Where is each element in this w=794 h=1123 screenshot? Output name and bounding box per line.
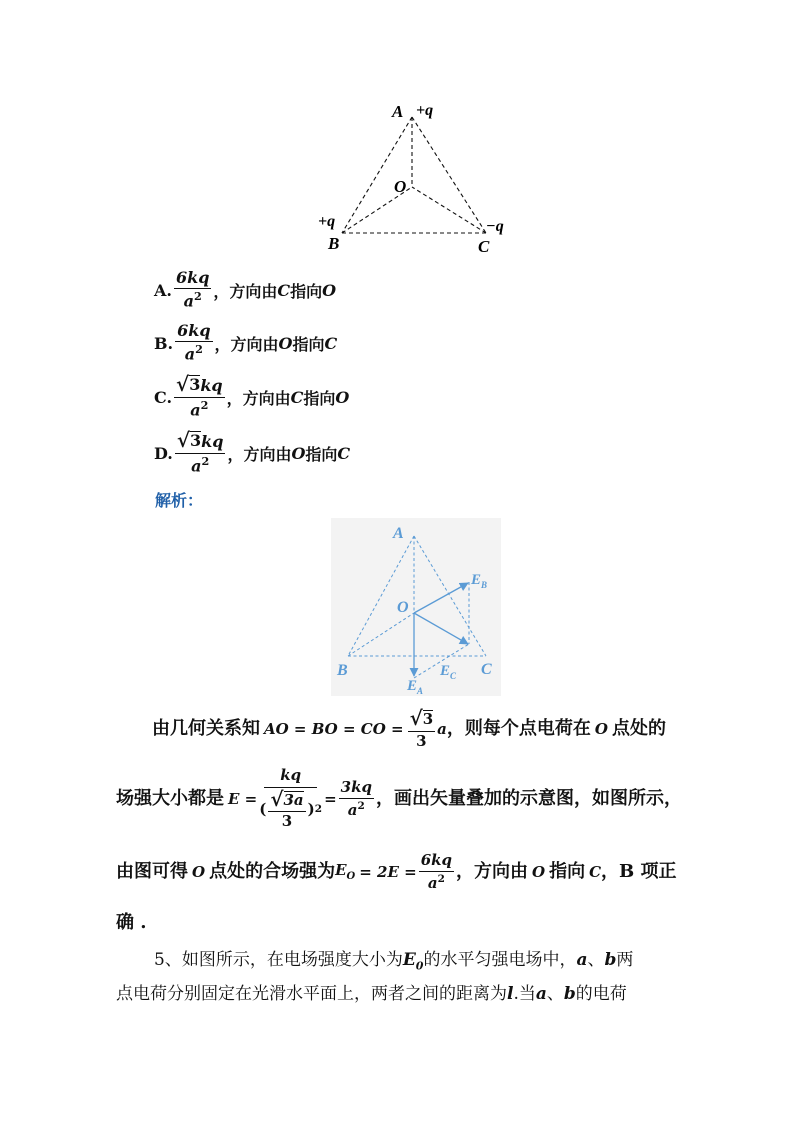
analysis-label: 解析：	[155, 491, 204, 510]
option-letter: C.	[154, 387, 173, 407]
option-fraction: √ 3 kq $a^2$	[176, 372, 223, 420]
edge-AB	[342, 117, 412, 233]
question-5: 5、如图所示，在电场强度大小为$E_0$的水平匀强电场中，a、b两	[154, 950, 634, 973]
diagram-B-label: B	[337, 662, 348, 679]
explanation-line-3: 由图可得 O 点处的合场强为 $E_O$ = 2E = $\frac{6kq}{a^2}$ ，方向由 O 指向 C ，B 项正	[116, 850, 677, 892]
explanation-line-2: 场强大小都是 E = kq ( √ 3a 3 ) 2 = $\frac{3kq}{a^2}$ ，画出矢量叠加的示意图，如图所示，	[116, 765, 682, 831]
vertex-A-label: A	[392, 102, 404, 121]
explanation-line-4: 确 .	[116, 912, 147, 933]
option-fraction: √ 3 kq $a^2$	[176, 428, 224, 476]
option-fraction: $\frac{6kq}{a^2}$	[177, 320, 211, 364]
option-d[interactable]: D. √ 3 kq $a^2$ ，方向由 O 指向 C	[154, 428, 351, 476]
diagram-background	[331, 518, 501, 696]
option-letter: A.	[154, 280, 172, 300]
charge-B-label: +q	[318, 213, 336, 230]
triangle-figure	[300, 95, 530, 265]
diagram-O-label: O	[397, 599, 409, 616]
vector-diagram	[331, 518, 501, 696]
diagram-C-label: C	[481, 661, 492, 678]
vertex-C-label: C	[478, 237, 490, 256]
charge-A-label: +q	[416, 102, 434, 119]
explanation-line-1: 由几何关系知 AO = BO = CO = √ 3 3 a ，则每个点电荷在 O 点处的	[152, 705, 666, 750]
charge-C-label: −q	[486, 218, 504, 235]
label-EC: $E_C$	[440, 663, 457, 681]
option-letter: B.	[154, 333, 174, 353]
option-letter: D.	[154, 443, 173, 463]
option-fraction: $\frac{6kq}{a^2}$	[175, 267, 210, 311]
label-EB: $E_B$	[471, 572, 488, 590]
vertex-B-label: B	[328, 234, 340, 253]
label-EA: $E_A$	[407, 678, 424, 696]
diagram-A-label: A	[393, 525, 404, 542]
option-a[interactable]: A. $\frac{6kq}{a^2}$ ，方向由 C 指向 O	[154, 267, 337, 311]
option-b[interactable]: B. $\frac{6kq}{a^2}$ ，方向由 O 指向 C	[154, 320, 338, 364]
question-5-line-2: 点电荷分别固定在光滑水平面上，两者之间的距离为l.当a、b的电荷	[116, 984, 627, 1004]
question-number: 5、	[154, 950, 182, 970]
edge-AC	[412, 117, 486, 233]
edge-CO	[412, 187, 486, 233]
option-c[interactable]: C. √ 3 kq $a^2$ ，方向由 C 指向 O	[154, 372, 350, 420]
center-O-label: O	[394, 177, 407, 196]
